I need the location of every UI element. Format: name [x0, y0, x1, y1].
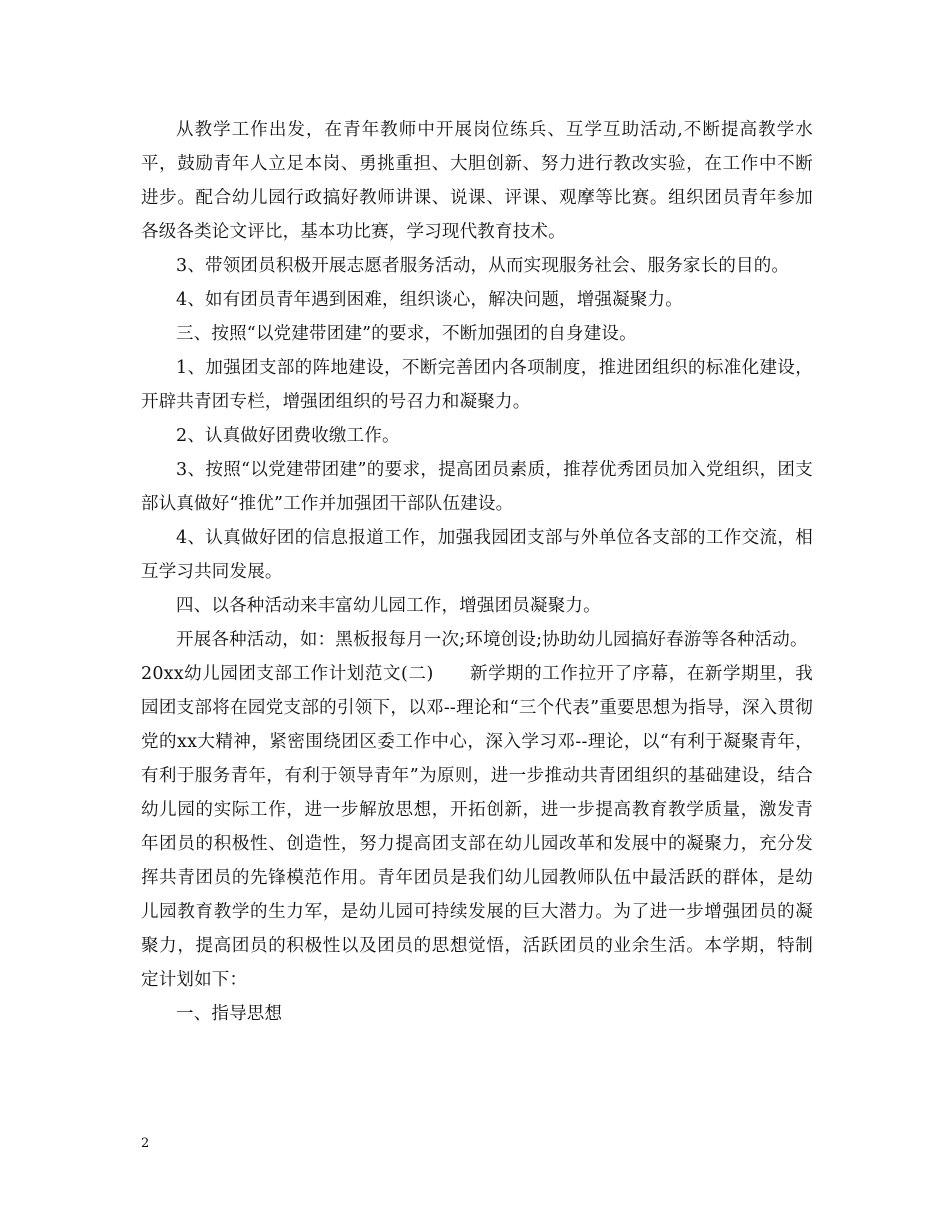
paragraph: 3、按照“以党建带团建”的要求，提高团员素质，推荐优秀团员加入党组织，团支部认真做好“推优”工作并加强团干部队伍建设。	[141, 460, 813, 514]
paragraph: 1、加强团支部的阵地建设，不断完善团内各项制度，推进团组织的标准化建设，开辟共青团专栏，增强团组织的号召力和凝聚力。	[141, 358, 813, 412]
section-heading: 一、指导思想	[176, 1004, 283, 1024]
section-heading: 三、按照“以党建带团建”的要求，不断加强团的自身建设。	[176, 324, 637, 344]
paragraph: 2、认真做好团费收缴工作。	[176, 426, 400, 446]
paragraph: 从教学工作出发，在青年教师中开展岗位练兵、互学互助活动,不断提高教学水平，鼓励青年人立足本岗、勇挑重担、大胆创新、努力进行教改实验，在工作中不断进步。配合幼儿园行政搞好教师讲课、说课、评课、观摩等比赛。组织团员青年参加各级各类论文评比，基本功比赛，学习现代教育技术。	[141, 120, 813, 242]
document-body	[141, 113, 813, 1031]
paragraph: 20xx幼儿园团支部工作计划范文(二) 新学期的工作拉开了序幕，在新学期里，我园团支部将在园党支部的引领下，以邓--理论和“三个代表”重要思想为指导，深入贯彻党的xx大精神，紧密围绕团区委工作中心，深入学习邓--理论，以“有利于凝聚青年，有利于服务青年，有利于领导青年”为原则，进一步推动共青团组织的基础建设，结合幼儿园的实际工作，进一步解放思想，开拓创新，进一步提高教育教学质量，激发青年团员的积极性、创造性，努力提高团支部在幼儿园改革和发展中的凝聚力，充分发挥共青团员的先锋模范作用。青年团员是我们幼儿园教师队伍中最活跃的群体，是幼儿园教育教学的生力军，是幼儿园可持续发展的巨大潜力。为了进一步增强团员的凝聚力，提高团员的积极性以及团员的思想觉悟，活跃团员的业余生活。本学期，特制定计划如下：	[141, 664, 813, 990]
section-heading: 四、以各种活动来丰富幼儿园工作，增强团员凝聚力。	[176, 596, 601, 616]
page-number: 2	[141, 1136, 150, 1151]
paragraph: 3、带领团员积极开展志愿者服务活动，从而实现服务社会、服务家长的目的。	[176, 256, 790, 276]
paragraph: 开展各种活动，如：黑板报每月一次;环境创设;协助幼儿园搞好春游等各种活动。	[176, 630, 808, 650]
paragraph: 4、如有团员青年遇到困难，组织谈心，解决问题，增强凝聚力。	[176, 290, 683, 310]
paragraph: 4、认真做好团的信息报道工作，加强我园团支部与外单位各支部的工作交流，相互学习共同发展。	[141, 528, 813, 582]
